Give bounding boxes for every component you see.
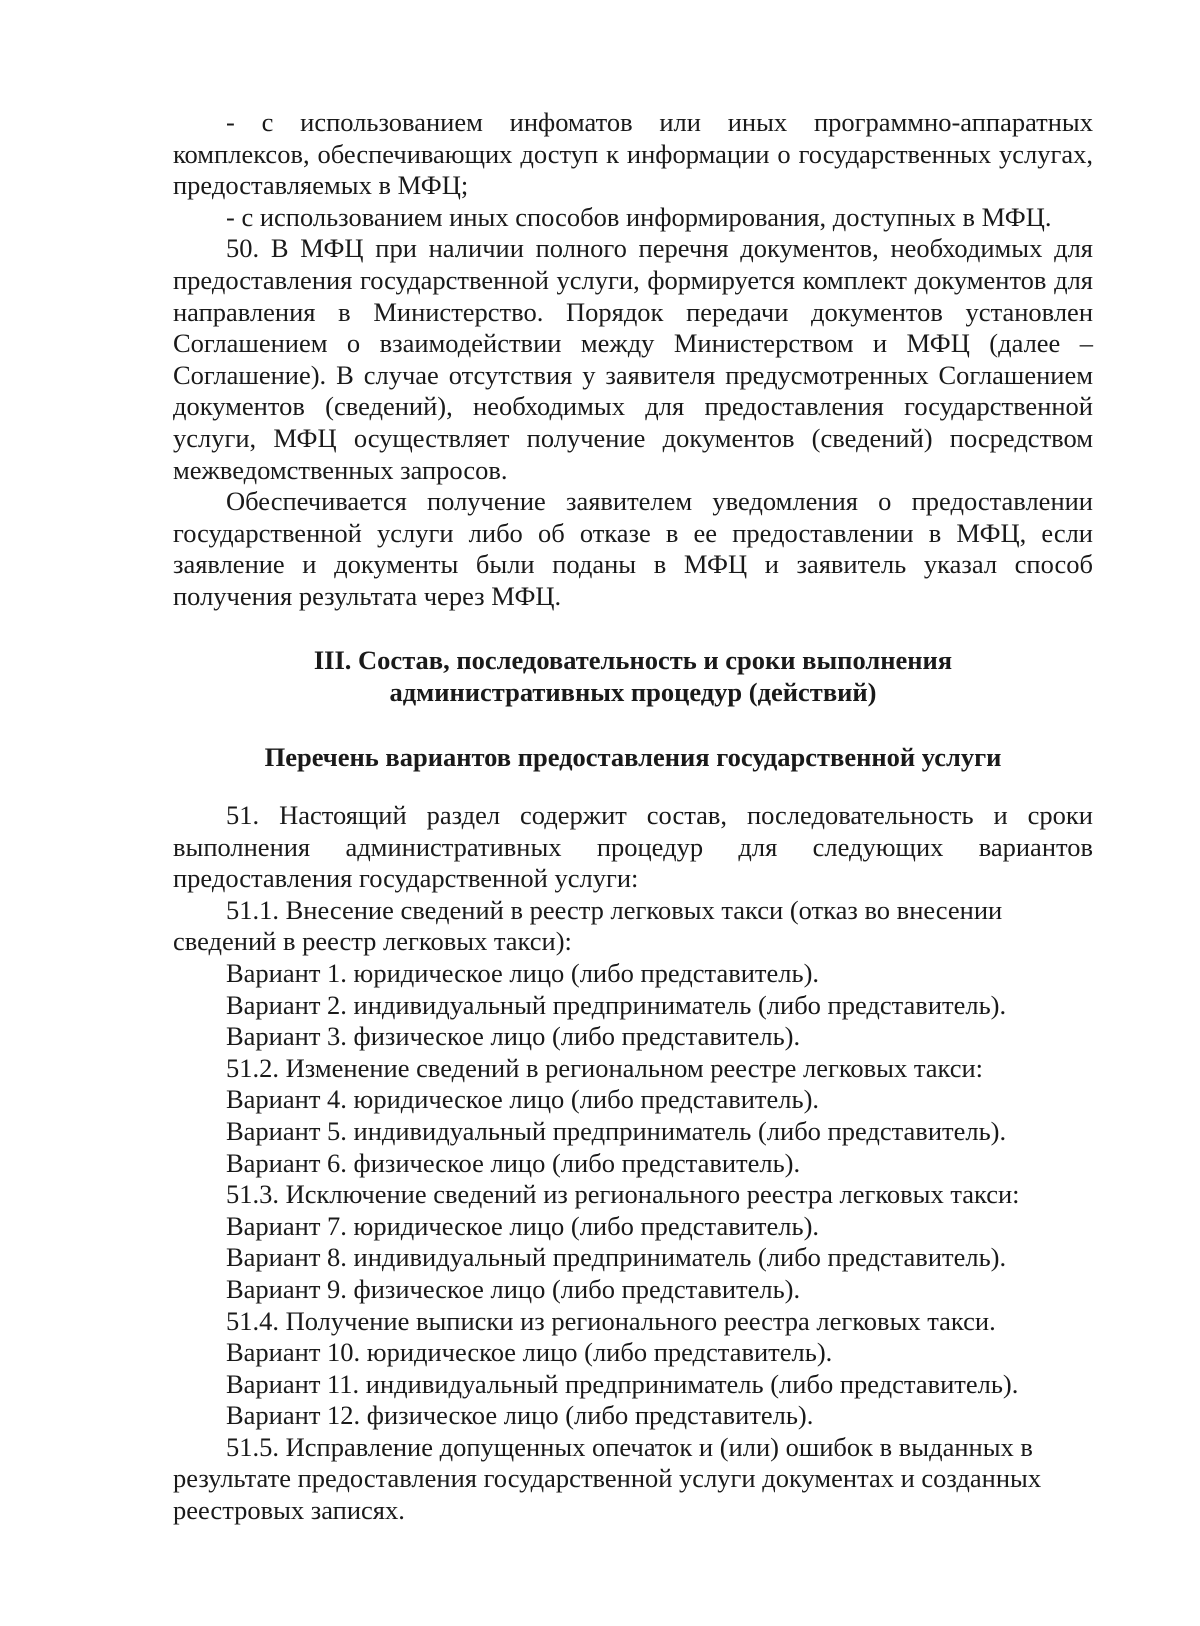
paragraph-51-2: 51.2. Изменение сведений в региональном реестре легковых такси: bbox=[226, 1052, 984, 1083]
section-heading-line-2: административных процедур (действий) bbox=[389, 677, 877, 707]
section-heading bbox=[173, 644, 1093, 708]
variant-9: Вариант 9. физическое лицо (либо представитель). bbox=[226, 1273, 801, 1304]
variant-1: Вариант 1. юридическое лицо (либо представитель). bbox=[226, 957, 820, 988]
variant-5: Вариант 5. индивидуальный предприниматель (либо представитель). bbox=[226, 1115, 1007, 1146]
variant-3: Вариант 3. физическое лицо (либо представитель). bbox=[226, 1021, 801, 1052]
paragraph-51-5: 51.5. Исправление допущенных опечаток и (или) ошибок в выданных в результате предоставления государственной услуги документах и созданных реестровых записях. bbox=[173, 1431, 1042, 1526]
variant-12: Вариант 12. физическое лицо (либо представитель). bbox=[226, 1400, 814, 1431]
paragraph-51-3: 51.3. Исключение сведений из регионального реестра легковых такси: bbox=[226, 1179, 1020, 1210]
section-heading-line-1: III. Состав, последовательность и сроки выполнения bbox=[313, 645, 953, 675]
variant-10: Вариант 10. юридическое лицо (либо представитель). bbox=[226, 1337, 833, 1368]
paragraph-notification: Обеспечивается получение заявителем уведомления о предоставлении государственной услуги либо об отказе в ее предоставлении в МФЦ, если заявление и документы были поданы в МФЦ и заявитель указал способ получения результата через МФЦ. bbox=[173, 486, 1093, 611]
paragraph-51: 51. Настоящий раздел содержит состав, последовательность и сроки выполнения административных процедур для следующих вариантов предоставления государственной услуги: bbox=[173, 800, 1093, 894]
variant-6: Вариант 6. физическое лицо (либо представитель). bbox=[226, 1147, 801, 1178]
paragraph-51-4: 51.4. Получение выписки из регионального реестра легковых такси. bbox=[226, 1305, 996, 1336]
paragraph-infomats: - с использованием инфоматов или иных программно-аппаратных комплексов, обеспечивающих доступ к информации о государственных услугах, предоставляемых в МФЦ; bbox=[173, 107, 1093, 201]
paragraph-50: 50. В МФЦ при наличии полного перечня документов, необходимых для предоставления государственной услуги, формируется комплект документов для направления в Министерство. Порядок передачи документов установлен Соглашением о взаимодействии между Министерством и МФЦ (далее – Соглашение). В случае отсутствия у заявителя предусмотренных Соглашением документов (сведений), необходимых для предоставления государственной услуги, МФЦ осуществляет получение документов (сведений) посредством межведомственных запросов. bbox=[173, 233, 1093, 485]
top-text-block bbox=[173, 107, 1093, 613]
paragraph-other-methods: - с использованием иных способов информирования, доступных в МФЦ. bbox=[226, 201, 1052, 232]
variant-11: Вариант 11. индивидуальный предприниматель (либо представитель). bbox=[226, 1368, 1019, 1399]
variants-text-block bbox=[173, 800, 1093, 1527]
subheading-text: Перечень вариантов предоставления государственной услуги bbox=[264, 742, 1002, 772]
variant-7: Вариант 7. юридическое лицо (либо представитель). bbox=[226, 1210, 820, 1241]
variant-2: Вариант 2. индивидуальный предприниматель (либо представитель). bbox=[226, 989, 1007, 1020]
variant-4: Вариант 4. юридическое лицо (либо представитель). bbox=[226, 1084, 820, 1115]
paragraph-51-1: 51.1. Внесение сведений в реестр легковых такси (отказ во внесении сведений в реестр легковых такси): bbox=[173, 894, 1003, 957]
variant-8: Вариант 8. индивидуальный предприниматель (либо представитель). bbox=[226, 1242, 1007, 1273]
subheading bbox=[173, 741, 1093, 773]
